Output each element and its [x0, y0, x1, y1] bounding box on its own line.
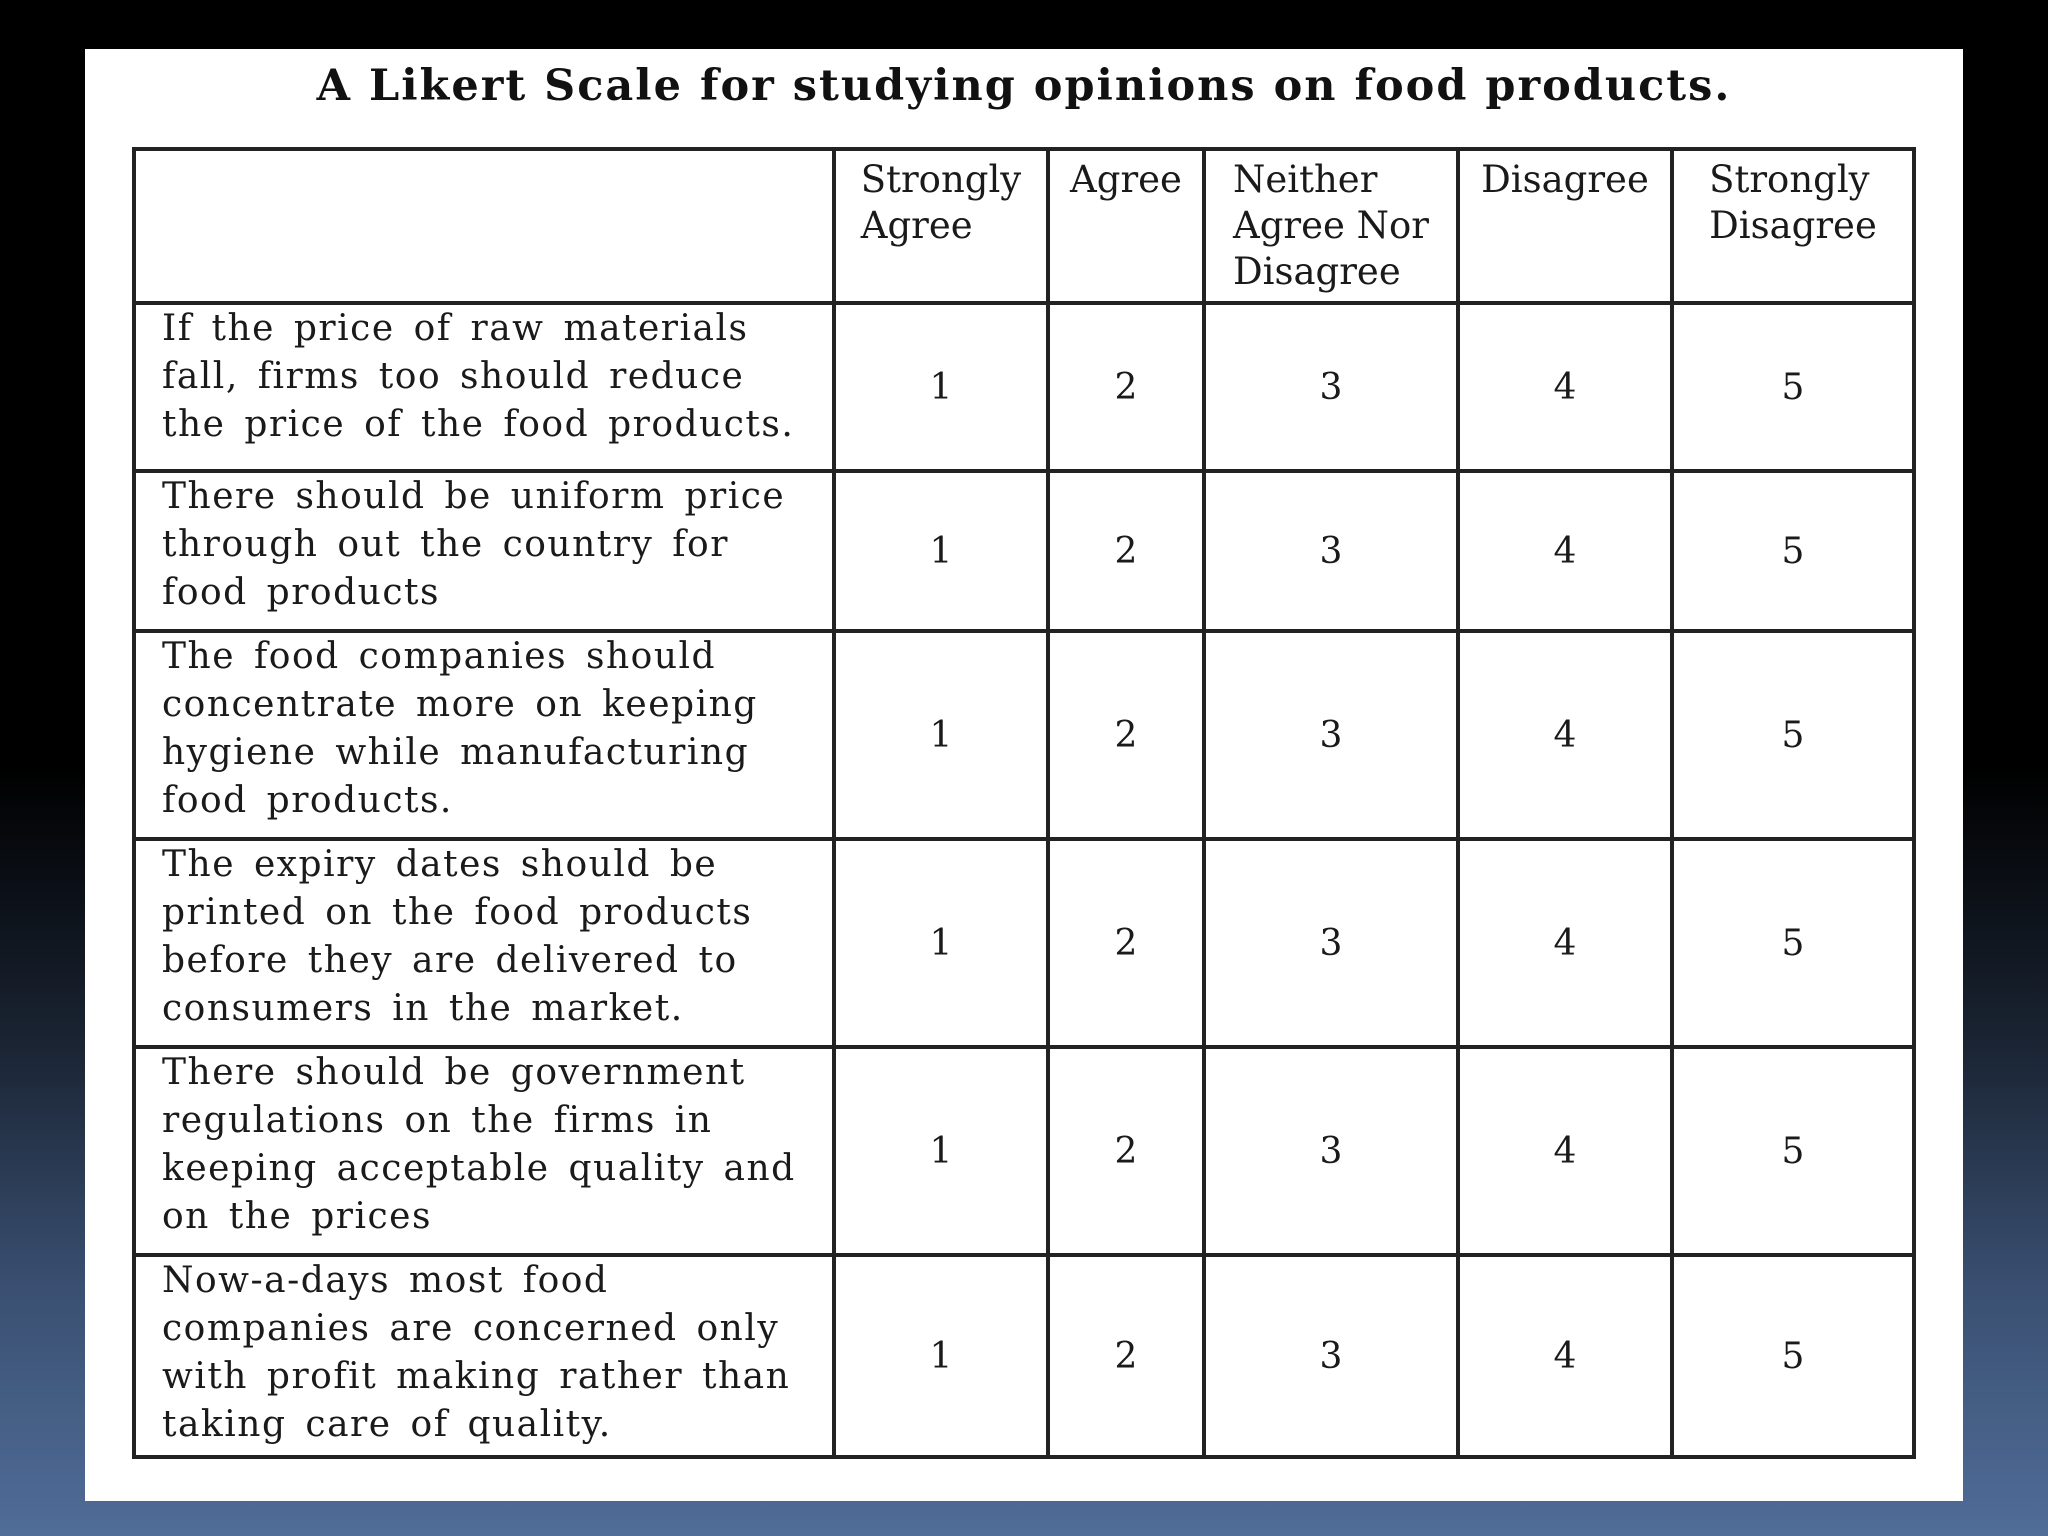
statement-cell: The food companies should concentrate more on keeping hygiene while manufacturing food products.	[134, 631, 834, 839]
rating-cell: 1	[834, 471, 1048, 631]
rating-cell: 4	[1458, 631, 1672, 839]
table-title: A Likert Scale for studying opinions on food products.	[316, 61, 1732, 111]
statement-cell: If the price of raw materials fall, firms too should reduce the price of the food products.	[134, 303, 834, 471]
rating-cell: 2	[1048, 1047, 1204, 1255]
rating-cell: 3	[1204, 839, 1458, 1047]
rating-cell: 3	[1204, 1255, 1458, 1457]
header-row	[134, 149, 1914, 303]
rating-cell: 5	[1672, 631, 1914, 839]
rating-cell: 4	[1458, 303, 1672, 471]
rating-cell: 5	[1672, 839, 1914, 1047]
header-statement	[134, 149, 834, 303]
rating-cell: 4	[1458, 471, 1672, 631]
rating-cell: 1	[834, 303, 1048, 471]
rating-cell: 5	[1672, 1047, 1914, 1255]
rating-cell: 4	[1458, 1255, 1672, 1457]
statement-cell: There should be uniform price through out the country for food products	[134, 471, 834, 631]
statement-cell: Now-a-days most food companies are concerned only with profit making rather than taking care of quality.	[134, 1255, 834, 1457]
table-row	[134, 839, 1914, 1047]
header-neither-agree-nor-disagree: Neither Agree Nor Disagree	[1204, 149, 1458, 303]
table-row	[134, 471, 1914, 631]
rating-cell: 2	[1048, 471, 1204, 631]
rating-cell: 1	[834, 1047, 1048, 1255]
rating-cell: 5	[1672, 1255, 1914, 1457]
rating-cell: 1	[834, 839, 1048, 1047]
rating-cell: 3	[1204, 1047, 1458, 1255]
rating-cell: 2	[1048, 631, 1204, 839]
rating-cell: 1	[834, 631, 1048, 839]
header-agree: Agree	[1048, 149, 1204, 303]
header-strongly-agree: Strongly Agree	[834, 149, 1048, 303]
rating-cell: 4	[1458, 1047, 1672, 1255]
rating-cell: 3	[1204, 471, 1458, 631]
rating-cell: 1	[834, 1255, 1048, 1457]
rating-cell: 5	[1672, 303, 1914, 471]
rating-cell: 3	[1204, 631, 1458, 839]
rating-cell: 4	[1458, 839, 1672, 1047]
rating-cell: 2	[1048, 303, 1204, 471]
table-row	[134, 1047, 1914, 1255]
table-row	[134, 303, 1914, 471]
rating-cell: 5	[1672, 471, 1914, 631]
table-row	[134, 631, 1914, 839]
header-disagree: Disagree	[1458, 149, 1672, 303]
rating-cell: 2	[1048, 839, 1204, 1047]
likert-table	[132, 147, 1916, 1459]
header-strongly-disagree: Strongly Disagree	[1672, 149, 1914, 303]
statement-cell: The expiry dates should be printed on the food products before they are delivered to consumers in the market.	[134, 839, 834, 1047]
statement-cell: There should be government regulations on the firms in keeping acceptable quality and on the prices	[134, 1047, 834, 1255]
likert-scale-figure	[85, 49, 1963, 1501]
rating-cell: 3	[1204, 303, 1458, 471]
rating-cell: 2	[1048, 1255, 1204, 1457]
table-row	[134, 1255, 1914, 1457]
